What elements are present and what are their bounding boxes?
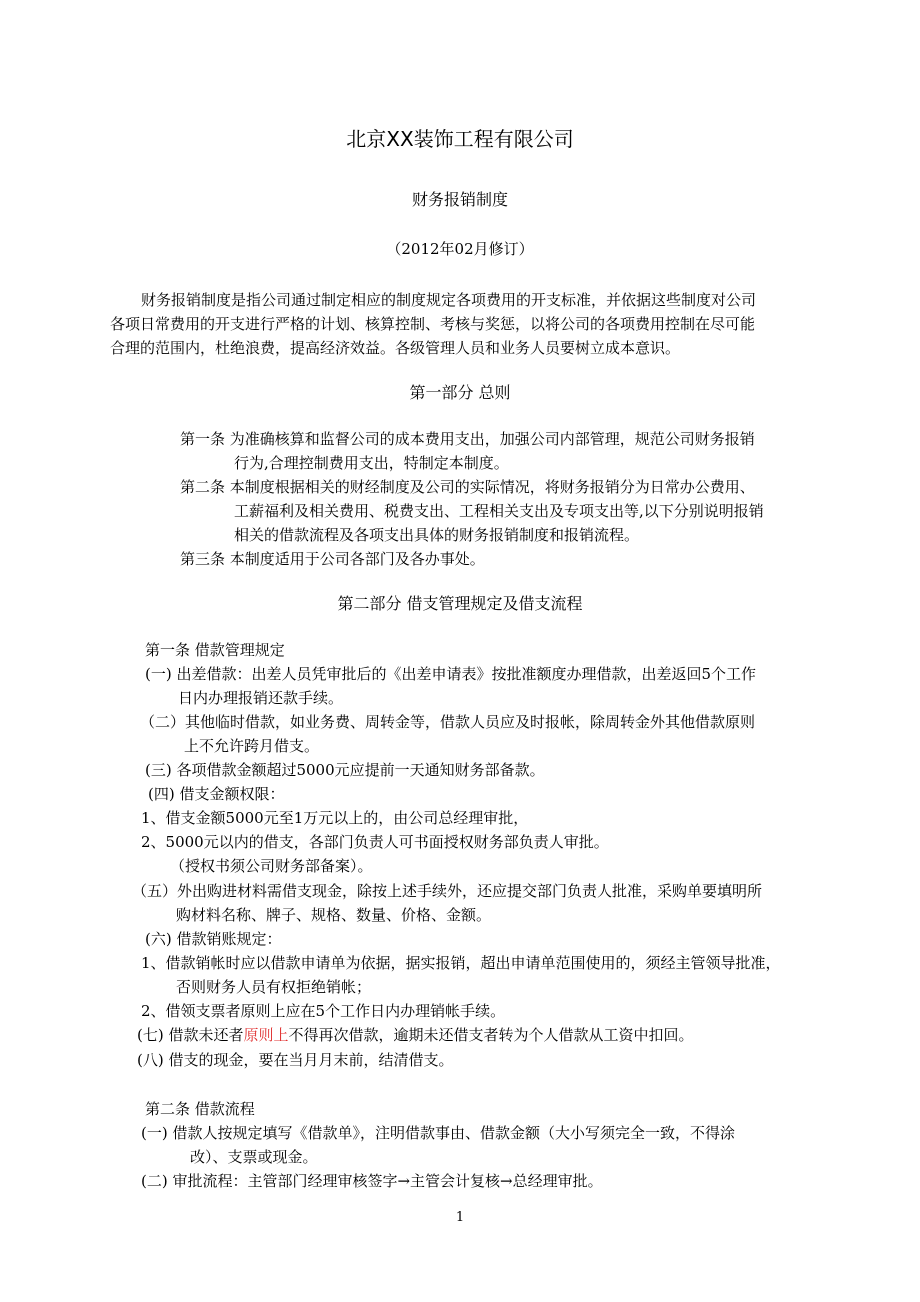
item-4-note: （授权书须公司财务部备案）。 [170, 857, 373, 875]
part2-art1-title: 第一条 借款管理规定 [145, 641, 285, 659]
item-1-line1: (一) 出差借款：出差人员凭审批后的《出差申请表》按批准额度办理借款，出差返回5个工作 [145, 665, 757, 683]
item-1-line2: 日内办理报销还款手续。 [178, 689, 344, 707]
item-6-sub-1-line1: 1、借款销帐时应以借款申请单为依据，据实报销，超出申请单范围使用的，须经主管领导批准， [141, 954, 781, 972]
page-number: 1 [455, 1210, 465, 1225]
item-2-line2: 上不允许跨月借支。 [184, 737, 320, 755]
item-7-highlight: 原则上 [243, 1026, 289, 1044]
item-7-text-start: (七) 借款未还者 [137, 1026, 244, 1044]
revision-note: （2012年02月修订） [386, 240, 534, 258]
part1-art1-line1: 第一条 为准确核算和监督公司的成本费用支出，加强公司内部管理，规范公司财务报销 [180, 430, 755, 448]
intro-line-1: 财务报销制度是指公司通过制定相应的制度规定各项费用的开支标准，并依据这些制度对公司 [141, 291, 757, 309]
item-8: (八) 借支的现金，要在当月月末前，结清借支。 [137, 1051, 454, 1069]
item-7 [137, 1024, 694, 1047]
intro-line-3: 合理的范围内，杜绝浪费，提高经济效益。各级管理人员和业务人员要树立成本意识。 [110, 339, 681, 357]
item-6-sub-2: 2、借领支票者原则上应在5个工作日内办理销帐手续。 [141, 1002, 506, 1020]
item-6-sub-1-line2: 否则财务人员有权拒绝销帐； [176, 978, 372, 996]
item-6: (六) 借款销账规定： [145, 930, 282, 948]
flow-1-line2: 改）、支票或现金。 [190, 1148, 318, 1166]
flow-2: (二) 审批流程：主管部门经理审核签字→主管会计复核→总经理审批。 [141, 1172, 603, 1190]
part2-art2-title: 第二条 借款流程 [145, 1100, 255, 1118]
part1-art2-line1: 第二条 本制度根据相关的财经制度及公司的实际情况，将财务报销分为日常办公费用、 [180, 478, 755, 496]
part1-art2-line3: 相关的借款流程及各项支出具体的财务报销制度和报销流程。 [234, 526, 640, 544]
flow-1-line1: (一) 借款人按规定填写《借款单》，注明借款事由、借款金额（大小写须完全一致，不得涂 [141, 1124, 735, 1142]
item-4-sub-1: 1、借支金额5000元至1万元以上的，由公司总经理审批， [141, 809, 529, 827]
part1-heading: 第一部分 总则 [409, 383, 511, 402]
part2-heading: 第二部分 借支管理规定及借支流程 [337, 594, 583, 613]
part1-art2-line2: 工薪福利及相关费用、税费支出、工程相关支出及专项支出等,以下分别说明报销 [234, 502, 764, 520]
item-7-text-end: 不得再次借款，逾期未还借支者转为个人借款从工资中扣回。 [288, 1026, 694, 1044]
company-name: 北京XX装饰工程有限公司 [346, 127, 574, 151]
document-title: 财务报销制度 [411, 190, 508, 209]
item-4-sub-2: 2、5000元以内的借支，各部门负责人可书面授权财务部负责人审批。 [141, 833, 609, 851]
item-4: (四) 借支金额权限： [148, 785, 285, 803]
part1-art3: 第三条 本制度适用于公司各部门及各办事处。 [180, 550, 485, 568]
item-5-line1: （五）外出购进材料需借支现金，除按上述手续外，还应提交部门负责人批准，采购单要填明所 [132, 882, 763, 900]
intro-line-2: 各项日常费用的开支进行严格的计划、核算控制、考核与奖惩，以将公司的各项费用控制在尽可能 [110, 315, 756, 333]
part1-art1-line2: 行为,合理控制费用支出，特制定本制度。 [234, 454, 509, 472]
item-2-line1: （二）其他临时借款，如业务费、周转金等，借款人员应及时报帐，除周转金外其他借款原则 [140, 713, 756, 731]
item-5-line2: 购材料名称、牌子、规格、数量、价格、金额。 [176, 906, 492, 924]
item-3: (三) 各项借款金额超过5000元应提前一天通知财务部备款。 [145, 761, 545, 779]
